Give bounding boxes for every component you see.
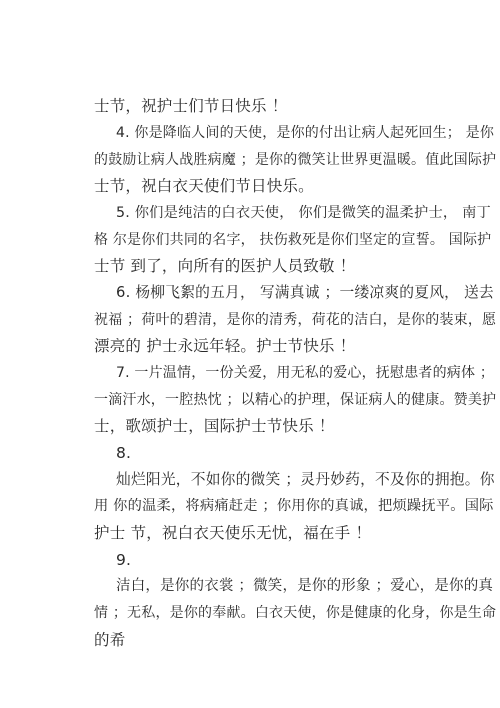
text-line-7: 士节 到了，向所有的医护人员致敬 ！: [94, 257, 356, 275]
text-line-2: 4. 你是降临人间的天使，是你的付出让病人起死回生； 是你: [116, 125, 495, 141]
text-line-1: 士节，祝护士们节日快乐 ！: [94, 97, 288, 115]
text-line-14: 8.: [116, 444, 132, 462]
text-line-18: 9.: [116, 551, 132, 569]
text-line-17: 护士 节，祝白衣天使乐无忧，福在手 ！: [94, 524, 372, 542]
text-line-5: 5. 你们是纯洁的白衣天使， 你们是微笑的温柔护士， 南丁: [116, 205, 491, 221]
text-line-8: 6. 杨柳飞絮的五月， 写满真诚 ；一缕凉爽的夏风， 送去: [116, 284, 494, 301]
text-line-13: 士，歌颂护士，国际护士节快乐 ！: [94, 417, 335, 435]
text-line-12: 一滴汗水，一腔热忱 ；以精心的护理，保证病人的健康。赞美护: [94, 392, 497, 408]
text-line-6: 格 尔是你们共同的名字， 扶伤救死是你们坚定的宣誓。 国际护: [94, 232, 492, 248]
text-line-11: 7. 一片温情，一份关爱，用无私的爱心，抚慰患者的病体 ；: [116, 365, 495, 381]
text-line-4: 士节，祝白衣天使们节日快乐。: [94, 177, 314, 195]
text-line-16: 用 你的温柔，将病痛赶走 ；你用你的真诚，把烦躁抚平。国际: [94, 498, 494, 514]
text-line-19: 洁白，是你的衣裳 ；微笑，是你的形象 ；爱心，是你的真: [116, 578, 494, 594]
text-line-10: 漂亮的 护士永远年轻。护士节快乐 ！: [94, 337, 356, 355]
text-line-20: 情 ；无私，是你的奉献。白衣天使，你是健康的化身，你是生命: [94, 605, 497, 621]
text-line-15: 灿烂阳光，不如你的微笑 ；灵丹妙药，不及你的拥抱。你: [116, 471, 495, 488]
text-line-21: 的希: [94, 631, 126, 649]
text-line-9: 祝福 ；荷叶的碧清，是你的清秀，荷花的洁白，是你的装束，愿: [94, 312, 497, 328]
text-line-3: 的鼓励让病人战胜病魔 ；是你的微笑让世界更温暖。值此国际护: [94, 152, 497, 168]
